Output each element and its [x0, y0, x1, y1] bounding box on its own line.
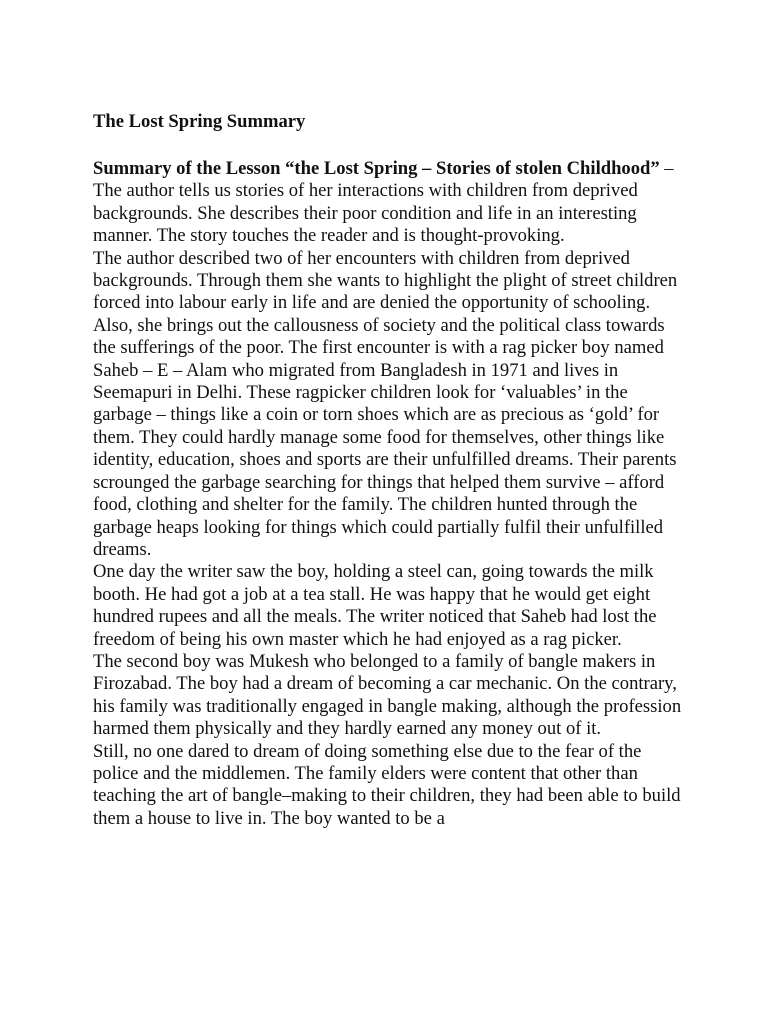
lead-paragraph	[93, 158, 683, 248]
paragraph-3: The second boy was Mukesh who belonged to a family of bangle makers in Firozabad. The boy had a dream of becoming a car mechanic. On the contrary, his family was traditionally engaged in bangle making, although the profession harmed them physically and they hardly earned any money out of it.	[93, 650, 682, 740]
document-body	[93, 108, 683, 830]
title-spacer	[93, 136, 683, 158]
paragraph-4: Still, no one dared to dream of doing something else due to the fear of the police and the middlemen. The family elders were content that other than teaching the art of bangle–making to their children, they had been able to build them a house to live in. The boy wanted to be a	[93, 740, 681, 829]
lead-body-text: – The author tells us stories of her interactions with children from deprived backgrounds. She describes their poor condition and life in an interesting manner. The story touches the reader and is thought-provoking.	[93, 158, 674, 247]
lead-bold-text: Summary of the Lesson “the Lost Spring – Stories of stolen Childhood”	[93, 158, 660, 179]
paragraph-1: The author described two of her encounters with children from deprived backgrounds. Through them she wants to highlight the plight of street children forced into labour early in life and are denied the opportunity of schooling. Also, she brings out the callousness of society and the political class towards the sufferings of the poor. The first encounter is with a rag picker boy named Saheb – E – Alam who migrated from Bangladesh in 1971 and lives in Seemapuri in Delhi. These ragpicker children look for ‘valuables’ in the garbage – things like a coin or torn shoes which are as precious as ‘gold’ for them. They could hardly manage some food for themselves, other things like identity, education, shoes and sports are their unfulfilled dreams. Their parents scrounged the garbage searching for things that helped them survive – afford food, clothing and shelter for the family. The children hunted through the garbage heaps looking for things which could partially fulfil their unfulfilled dreams.	[93, 247, 678, 560]
document-title: The Lost Spring Summary	[93, 111, 306, 132]
paragraph-2: One day the writer saw the boy, holding a steel can, going towards the milk booth. He had got a job at a tea stall. He was happy that he would get eight hundred rupees and all the meals. The writer noticed that Saheb had lost the freedom of being his own master which he had enjoyed as a rag picker.	[93, 561, 657, 650]
